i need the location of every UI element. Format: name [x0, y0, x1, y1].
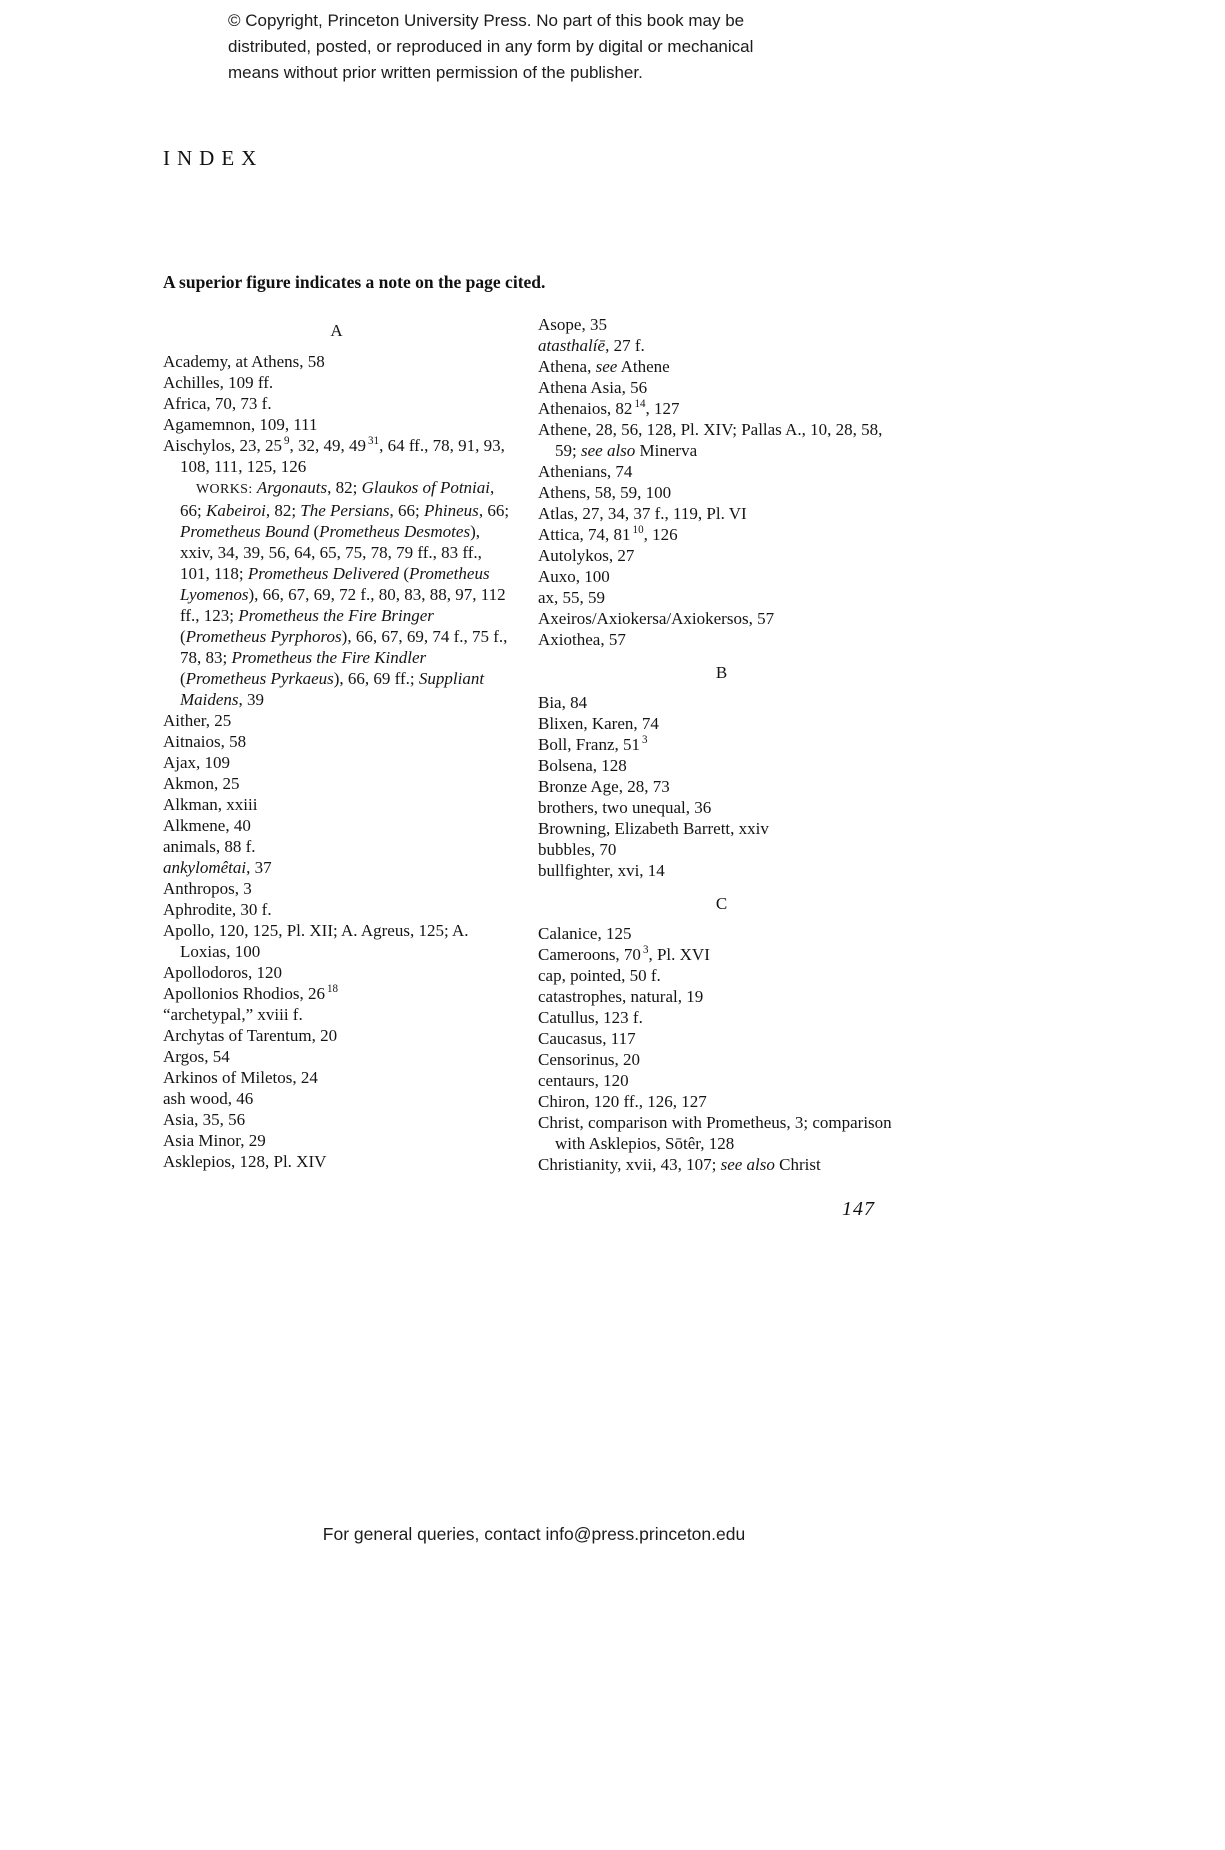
index-entry: Athene, 28, 56, 128, Pl. XIV; Pallas A., 10, 28, 58, 59; see also Minerva	[538, 420, 883, 460]
index-entry: Aither, 25	[163, 711, 232, 730]
page-title: INDEX	[163, 146, 264, 170]
index-entry: Bolsena, 128	[538, 756, 627, 775]
page-number: 147	[842, 1198, 875, 1220]
copyright-notice	[228, 8, 753, 86]
index-entry: Africa, 70, 73 f.	[163, 394, 272, 413]
index-entry: Argos, 54	[163, 1047, 230, 1066]
index-entry: Asia, 35, 56	[163, 1110, 246, 1129]
index-entry: brothers, two unequal, 36	[538, 798, 712, 817]
index-entry: Asklepios, 128, Pl. XIV	[163, 1152, 327, 1171]
index-entry: Bia, 84	[538, 693, 588, 712]
index-entry: bullfighter, xvi, 14	[538, 861, 665, 880]
index-entry: Bronze Age, 28, 73	[538, 777, 670, 796]
index-column-left	[163, 314, 510, 1175]
index-section-letter: C	[715, 894, 728, 913]
index-entry: Aphrodite, 30 f.	[163, 900, 272, 919]
index-entry: centaurs, 120	[538, 1071, 629, 1090]
index-entry: Christ, comparison with Prometheus, 3; comparison with Asklepios, Sōtêr, 128	[538, 1113, 892, 1153]
index-entry: Catullus, 123 f.	[538, 1008, 643, 1027]
index-works-block: WORKS: Argonauts, 82; Glaukos of Potniai, 66; Kabeiroi, 82; The Persians, 66; Phineus, 66; Prometheus Bound (Prometheus Desmotes), xxiv, 34, 39, 56, 64, 65, 75, 78, 79 ff., 83 ff., 101, 118; Prometheus Delivered (Prometheus Lyomenos), 66, 67, 69, 72 f., 80, 83, 88, 97, 112 ff., 123; Prometheus the Fire Bringer (Prometheus Pyrphoros), 66, 67, 69, 74 f., 75 f., 78, 83; Prometheus the Fire Kindler (Prometheus Pyrkaeus), 66, 69 ff.; Suppliant Maidens, 39	[180, 478, 510, 709]
index-entry: Asia Minor, 29	[163, 1131, 266, 1150]
index-entry: Apollonios Rhodios, 26 $^{18}$	[163, 983, 339, 1003]
index-section-letter: B	[715, 663, 728, 682]
index-entry: cap, pointed, 50 f.	[538, 966, 661, 985]
index-entry: ankylomêtai, 37	[163, 858, 272, 877]
index-entry: Calanice, 125	[538, 924, 632, 943]
index-entry: Alkmene, 40	[163, 816, 251, 835]
footer-contact: For general queries, contact info@press.princeton.edu	[322, 1524, 746, 1544]
index-entry: Caucasus, 117	[538, 1029, 636, 1048]
index-entry: Ajax, 109	[163, 753, 231, 772]
index-entry: Anthropos, 3	[163, 879, 252, 898]
index-entry: Akmon, 25	[163, 774, 240, 793]
index-entry: Chiron, 120 ff., 126, 127	[538, 1092, 707, 1111]
index-entry: Blixen, Karen, 74	[538, 714, 659, 733]
index-entry: Aitnaios, 58	[163, 732, 247, 751]
index-section-letter: A	[330, 321, 343, 340]
index-entry: Athena, see Athene	[538, 357, 670, 376]
index-entry: Apollo, 120, 125, Pl. XII; A. Agreus, 125; A. Loxias, 100	[163, 921, 469, 961]
index-entry: Academy, at Athens, 58	[163, 352, 325, 371]
index-entry: Archytas of Tarentum, 20	[163, 1026, 338, 1045]
index-entry: atasthalíē, 27 f.	[538, 336, 645, 355]
index-entry: Agamemnon, 109, 111	[163, 415, 318, 434]
index-entry: Alkman, xxiii	[163, 795, 258, 814]
copyright-line: means without prior written permission of the publisher.	[228, 63, 643, 82]
index-entry: Arkinos of Miletos, 24	[163, 1068, 318, 1087]
index-entry: Autolykos, 27	[538, 546, 635, 565]
index-entry: ash wood, 46	[163, 1089, 254, 1108]
index-entry: “archetypal,” xviii f.	[163, 1005, 303, 1024]
index-entry: Auxo, 100	[538, 567, 610, 586]
index-entry: Boll, Franz, 51 $^3$	[538, 734, 648, 754]
index-entry: Athenaios, 82 $^{14}$, 127	[538, 398, 680, 418]
index-entry: Christianity, xvii, 43, 107; see also Christ	[538, 1155, 821, 1174]
index-entry: Axiothea, 57	[538, 630, 626, 649]
index-entry: Browning, Elizabeth Barrett, xxiv	[538, 819, 769, 838]
index-entry: Cameroons, 70 $^3$, Pl. XVI	[538, 944, 710, 964]
index-note: A superior figure indicates a note on the page cited.	[163, 272, 546, 292]
index-entry: ax, 55, 59	[538, 588, 606, 607]
index-entry: Censorinus, 20	[538, 1050, 640, 1069]
index-entry: animals, 88 f.	[163, 837, 256, 856]
index-entry: bubbles, 70	[538, 840, 617, 859]
index-column-right	[538, 314, 905, 1175]
index-entry: Athens, 58, 59, 100	[538, 483, 672, 502]
index-entry: Aischylos, 23, 25 $^9$, 32, 49, 49 $^{31}$, 64 ff., 78, 91, 93, 108, 111, 125, 126	[163, 435, 505, 476]
copyright-line: distributed, posted, or reproduced in any form by digital or mechanical	[228, 37, 754, 56]
index-entry: Athenians, 74	[538, 462, 633, 481]
copyright-line: © Copyright, Princeton University Press. No part of this book may be	[228, 11, 745, 30]
index-entry: Athena Asia, 56	[538, 378, 648, 397]
index-entry: Apollodoros, 120	[163, 963, 282, 982]
index-entry: Atlas, 27, 34, 37 f., 119, Pl. VI	[538, 504, 747, 523]
index-columns	[163, 314, 905, 1175]
index-entry: Axeiros/Axiokersa/Axiokersos, 57	[538, 609, 775, 628]
index-entry: Asope, 35	[538, 315, 607, 334]
index-entry: catastrophes, natural, 19	[538, 987, 704, 1006]
index-entry: Achilles, 109 ff.	[163, 373, 274, 392]
index-entry: Attica, 74, 81 $^{10}$, 126	[538, 524, 678, 544]
